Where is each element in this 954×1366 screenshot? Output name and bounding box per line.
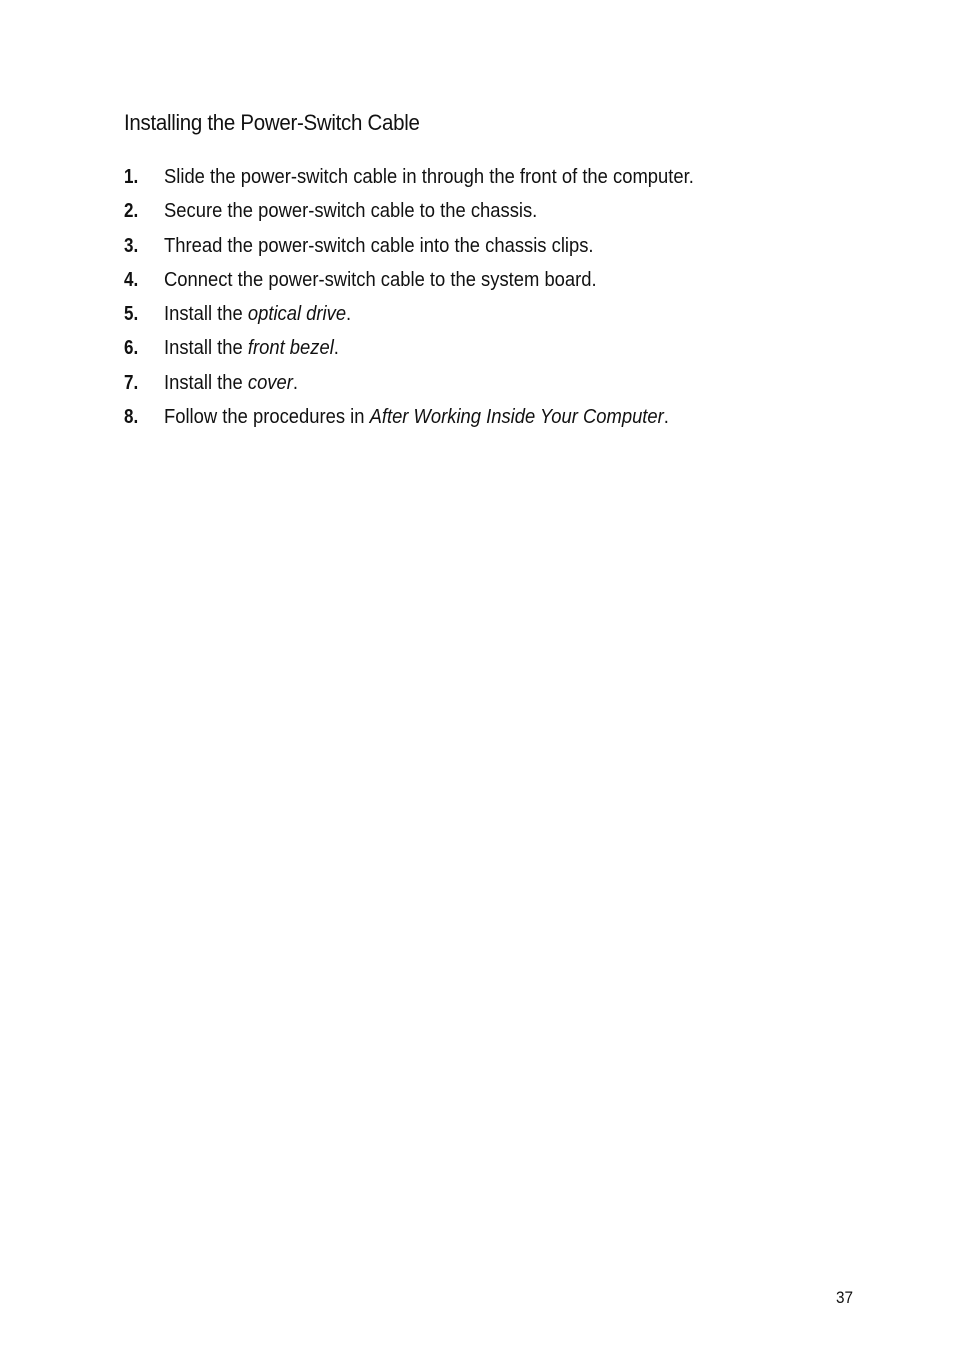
step-plain-text: Thread the power-switch cable into the chassis clips. (164, 234, 594, 257)
cross-reference-link[interactable]: After Working Inside Your Computer (369, 406, 664, 429)
step-number: 8. (124, 406, 139, 429)
step-text (164, 402, 669, 432)
step-text (164, 299, 351, 329)
step-text (164, 196, 537, 226)
step-number: 4. (124, 268, 139, 291)
page-number: 37 (836, 1288, 854, 1307)
step-plain-text: Connect the power-switch cable to the system board. (164, 268, 597, 291)
step-suffix: . (292, 371, 298, 394)
step-plain-text: Install the (164, 337, 248, 360)
step-suffix: . (333, 337, 339, 360)
step-text (164, 368, 298, 398)
step-number: 2. (124, 200, 139, 223)
step-plain-text: Slide the power-switch cable in through the front of the computer. (164, 166, 694, 188)
cross-reference-link[interactable]: cover (247, 371, 293, 394)
step-suffix: . (663, 406, 669, 429)
section-heading: Installing the Power-Switch Cable (124, 110, 420, 135)
step-text (164, 231, 594, 261)
step-suffix: . (346, 303, 352, 326)
step-plain-text: Secure the power-switch cable to the chassis. (164, 200, 538, 223)
step-text (164, 333, 339, 363)
cross-reference-link[interactable]: optical drive (247, 303, 347, 326)
step-number: 1. (124, 166, 139, 188)
step-number: 5. (124, 303, 139, 326)
step-text (164, 265, 597, 295)
step-text (164, 162, 694, 192)
step-number: 3. (124, 234, 139, 257)
cross-reference-link[interactable]: front bezel (247, 337, 334, 360)
step-plain-text: Install the (164, 371, 248, 394)
step-plain-text: Install the (164, 303, 248, 326)
step-plain-text: Follow the procedures in (164, 406, 370, 429)
step-number: 6. (124, 337, 139, 360)
step-number: 7. (124, 371, 139, 394)
